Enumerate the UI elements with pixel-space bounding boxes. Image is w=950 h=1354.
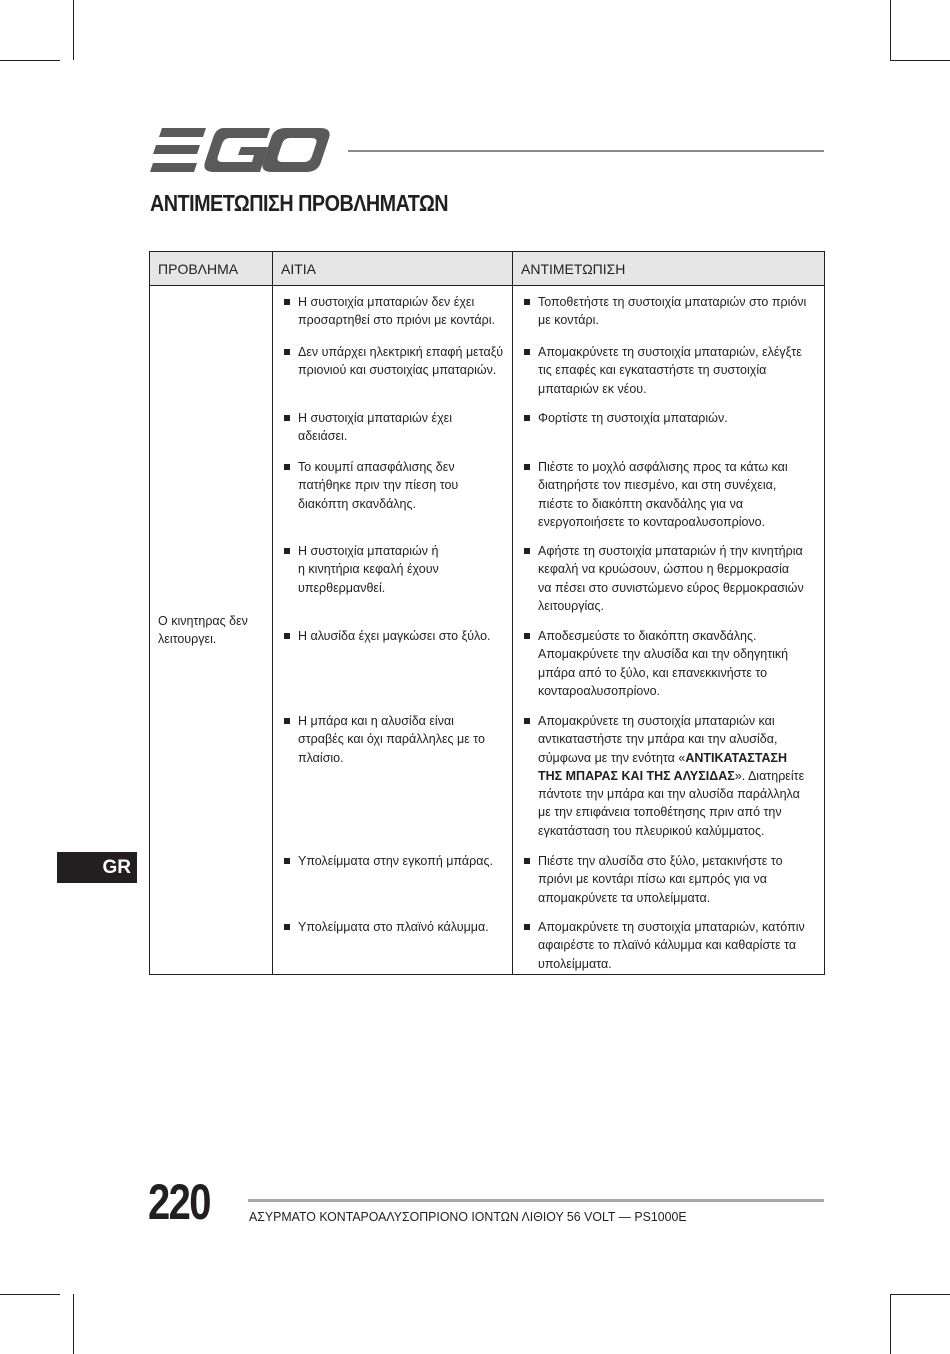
remedy-item (513, 409, 824, 427)
footer-product-line: ΑΣΥΡΜΑΤΟ ΚΟΝΤΑΡΟΑΛΥΣΟΠΡΙΟΝΟ ΙΟΝΤΩΝ ΛΙΘΙΟΥ 56 VOLT — PS1000E (249, 1209, 687, 1224)
footer-rule (248, 1199, 824, 1202)
cause-text-line: αδειάσει. (298, 429, 348, 444)
cause-item (273, 918, 512, 936)
remedy-text: Φορτίστε τη συστοιχία μπαταριών. (538, 411, 728, 425)
cause-text-line: στραβές και όχι παράλληλες με το (298, 732, 485, 747)
remedy-text: Πιέστε την αλυσίδα στο ξύλο, μετακινήστε το (538, 854, 783, 868)
cause-text-line: Η συστοιχία μπαταριών ή (298, 544, 439, 558)
column-header-remedy: ΑΝΤΙΜΕΤΩΠΙΣΗ (513, 252, 825, 286)
cause-item (273, 712, 512, 767)
remedy-item (513, 458, 824, 531)
cause-text-line: Η συστοιχία μπαταριών δεν έχει (298, 295, 475, 309)
cause-item (273, 627, 512, 645)
cause-text-line: η κινητήρια κεφαλή έχουν (298, 562, 439, 577)
remedy-text: ». Διατηρείτε (734, 768, 805, 783)
remedy-text: Απομακρύνετε τη συστοιχία μπαταριών, ελέγξτε (538, 345, 802, 359)
language-tab (57, 852, 137, 883)
problem-cell (150, 286, 273, 975)
table-header-row (150, 252, 825, 286)
crop-mark (890, 60, 950, 61)
cause-text-line: προσαρτηθεί στο πριόνι με κοντάρι. (298, 313, 495, 328)
remedy-text: ενεργοποιήσετε το κονταροαλυσοπρίονο. (538, 514, 766, 529)
remedy-text: πριόνι με κοντάρι πίσω και εμπρός για να (538, 872, 767, 887)
ego-logo (150, 128, 330, 172)
crop-mark (890, 1294, 950, 1295)
remedy-cell (513, 286, 825, 975)
cause-text-line: Η συστοιχία μπαταριών έχει (298, 411, 453, 425)
troubleshooting-table (149, 251, 825, 975)
cause-text-line: Υπολείμματα στο πλαϊνό κάλυμμα. (298, 920, 489, 934)
crop-mark (890, 1294, 891, 1354)
table-row (150, 286, 825, 975)
cause-item (273, 542, 512, 597)
remedy-text: Πιέστε το μοχλό ασφάλισης προς τα κάτω και (538, 460, 788, 474)
cause-text-line: Η μπάρα και η αλυσίδα είναι (298, 714, 454, 728)
remedy-text: με την επιφάνεια τοποθέτησης πριν από την (538, 805, 782, 820)
cause-text-line: διακόπτη σκανδάλης. (298, 496, 416, 511)
problem-text-line: Ο κινητηρας δεν (158, 614, 248, 628)
remedy-text: σύμφωνα με την ενότητα « (538, 750, 686, 765)
column-header-problem: ΠΡΟΒΛΗΜΑ (150, 252, 273, 286)
remedy-text: να πέσει στο συνιστώμενο εύρος θερμοκρασιών (538, 580, 804, 595)
remedy-item (513, 852, 824, 907)
cause-item (273, 343, 512, 380)
remedy-text: με κοντάρι. (538, 313, 599, 328)
header-rule (348, 150, 824, 152)
remedy-item (513, 343, 824, 398)
cause-item (273, 852, 512, 870)
remedy-text: λειτουργίας. (538, 598, 605, 613)
crop-mark (73, 1294, 74, 1354)
remedy-text: κεφαλή να κρυώσουν, ώσπου η θερμοκρασία (538, 562, 790, 577)
remedy-text: Απομακρύνετε τη συστοιχία μπαταριών, κατόπιν (538, 920, 805, 934)
crop-mark (890, 0, 891, 60)
remedy-text: Απομακρύνετε τη συστοιχία μπαταριών και (538, 714, 775, 728)
remedy-list (513, 286, 824, 974)
column-header-cause: ΑΙΤΙΑ (273, 252, 513, 286)
remedy-text: μπάρα από το ξύλο, και επανεκκινήστε το (538, 665, 768, 680)
remedy-text: τις επαφές και εγκαταστήστε τη συστοιχία (538, 363, 767, 378)
cause-text-line: Η αλυσίδα έχει μαγκώσει στο ξύλο. (298, 629, 491, 643)
remedy-text: Αφήστε τη συστοιχία μπαταριών ή την κινητήρια (538, 544, 803, 558)
cause-list (273, 286, 512, 974)
crop-mark (73, 0, 74, 60)
remedy-text: πιέστε το διακόπτη σκανδάλης για να (538, 496, 744, 511)
cause-item (273, 458, 512, 513)
cause-text-line: Υπολείμματα στην εγκοπή μπάρας. (298, 854, 493, 868)
remedy-text: μπαταριών εκ νέου. (538, 381, 647, 396)
remedy-text: διατηρήστε τον πιεσμένο, και στη συνέχεια, (538, 478, 777, 493)
crop-mark (0, 1294, 60, 1295)
remedy-text: Τοποθετήστε τη συστοιχία μπαταριών στο πριόνι (538, 295, 807, 309)
remedy-text: πάντοτε την μπάρα και την αλυσίδα παράλληλα (538, 787, 800, 802)
remedy-item (513, 293, 824, 330)
remedy-item (513, 918, 824, 973)
remedy-text: εγκατάσταση του πλευρικού καλύμματος. (538, 823, 765, 838)
cause-cell (273, 286, 513, 975)
remedy-item (513, 542, 824, 615)
remedy-text: υπολείμματα. (538, 956, 612, 971)
remedy-text: απομακρύνετε τα υπολείμματα. (538, 890, 711, 905)
page-title: ΑΝΤΙΜΕΤΩΠΙΣΗ ΠΡΟΒΛΗΜΑΤΩΝ (150, 190, 449, 216)
remedy-text: κονταροαλυσοπρίονο. (538, 683, 660, 698)
cause-item (273, 409, 512, 446)
remedy-item (513, 627, 824, 700)
remedy-text-bold: ΑΝΤΙΚΑΤΑΣΤΑΣΗ (685, 750, 788, 765)
cause-text-line: πλαίσιο. (298, 750, 344, 765)
cause-text-line: Δεν υπάρχει ηλεκτρική επαφή μεταξύ (298, 345, 504, 359)
remedy-text: αφαιρέστε το πλαϊνό κάλυμμα και καθαρίστε τα (538, 938, 797, 953)
page-number: 220 (148, 1174, 210, 1230)
cause-text-line: πριονιού και συστοιχίας μπαταριών. (298, 363, 497, 378)
language-label: GR (102, 856, 131, 878)
remedy-text: αντικαταστήστε την μπάρα και την αλυσίδα, (538, 732, 778, 747)
cause-text-line: υπερθερμανθεί. (298, 580, 386, 595)
remedy-text-bold: ΤΗΣ ΜΠΑΡΑΣ ΚΑΙ ΤΗΣ ΑΛΥΣΙΔΑΣ (538, 768, 735, 783)
remedy-text: Αποδεσμεύστε το διακόπτη σκανδάλης. (538, 629, 757, 643)
remedy-text: Απομακρύνετε την αλυσίδα και την οδηγητική (538, 647, 789, 662)
crop-mark (0, 60, 60, 61)
cause-text-line: πατήθηκε πριν την πίεση του (298, 478, 459, 493)
problem-text-line: λειτουργει. (158, 632, 217, 646)
cause-text-line: Το κουμπί απασφάλισης δεν (298, 460, 455, 474)
remedy-item (513, 712, 824, 840)
cause-item (273, 293, 512, 330)
